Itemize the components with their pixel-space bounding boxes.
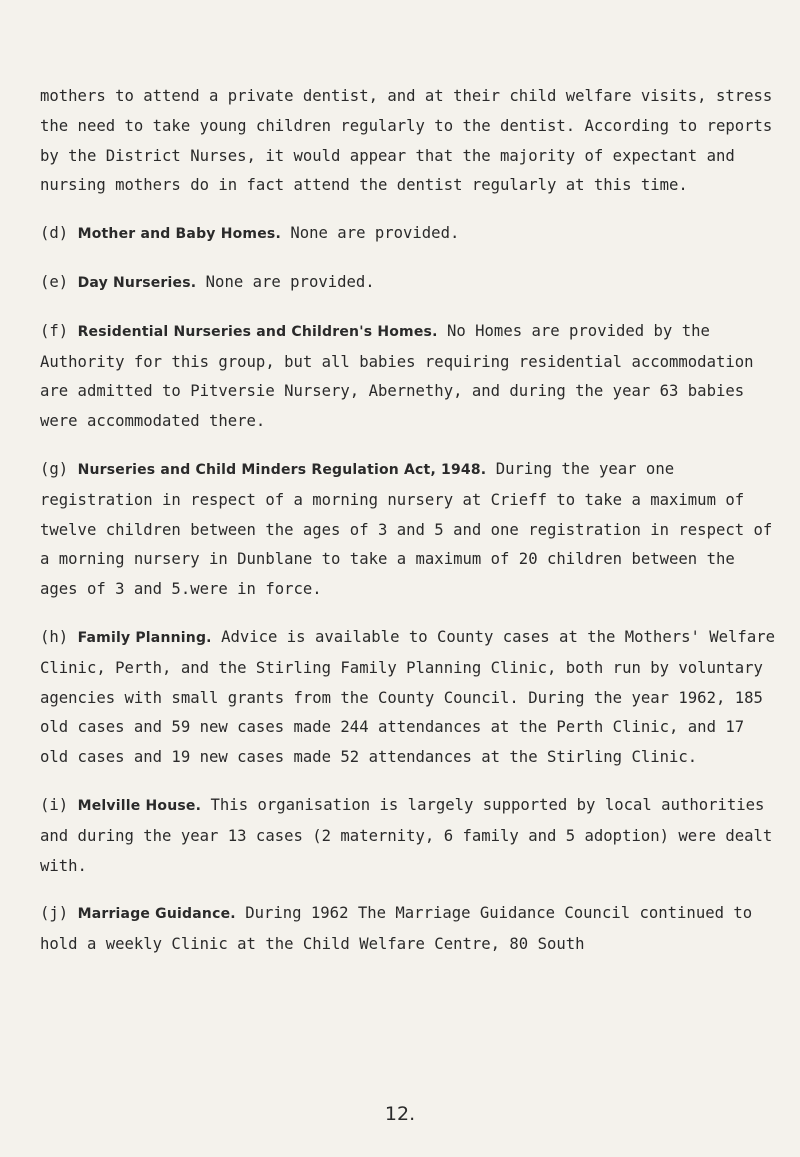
section-j: [40, 899, 775, 960]
section-heading: Nurseries and Child Minders Regulation Act, 1948.: [77, 461, 487, 478]
section-text: Advice is available to County cases at the Mothers' Welfare Clinic, Perth, and the Stirling Family Planning Clinic, both run by voluntary agencies with small grants from the County Council. During the year 1962, 185 old cases and 59 new cases made 244 attendances at the Perth Clinic, and 17 old cases and 19 new cases made 52 attendances at the Stirling Clinic.: [40, 627, 775, 767]
section-heading: Melville House.: [77, 797, 202, 814]
section-d: [40, 219, 775, 250]
section-heading: Marriage Guidance.: [77, 906, 236, 923]
section-label: (h): [40, 627, 69, 646]
section-text: None are provided.: [290, 224, 460, 243]
section-i: [40, 791, 775, 881]
section-label: (d): [40, 224, 69, 243]
section-label: (i): [40, 795, 69, 814]
section-label: (f): [40, 321, 69, 340]
section-g: [40, 455, 775, 605]
section-text: During the year one registration in respect of a morning nursery at Crieff to take a maximum of twelve children between the ages of 3 and 5 and one registration in respect of a morning nursery in Dunblane to take a maximum of 20 children between the ages of 3 and 5.were in force.: [40, 459, 773, 599]
section-heading: Mother and Baby Homes.: [77, 226, 281, 243]
section-text: During 1962 The Marriage Guidance Council continued to hold a weekly Clinic at the Child Welfare Centre, 80 South: [40, 904, 753, 954]
section-label: (j): [40, 904, 69, 923]
section-text: This organisation is largely supported by local authorities and during the year 13 cases (2 maternity, 6 family and 5 adoption) were dealt with.: [40, 795, 773, 875]
section-text: None are provided.: [205, 272, 375, 291]
section-label: (e): [40, 272, 69, 291]
section-text: No Homes are provided by the Authority for this group, but all babies requiring residential accommodation are admitted to Pitversie Nursery, Abernethy, and during the year 63 babies were accommodated there.: [40, 321, 754, 431]
section-heading: Residential Nurseries and Children's Homes.: [77, 323, 438, 340]
intro-paragraph: mothers to attend a private dentist, and at their child welfare visits, stress the need to take young children regularly to the dentist. According to reports by the District Nurses, it would appear that the majority of expectant and nursing mothers do in fact attend the dentist regularly at this time.: [40, 87, 773, 195]
section-h: [40, 623, 775, 773]
page-number: 12.: [384, 1103, 416, 1125]
section-heading: Family Planning.: [77, 629, 212, 646]
document-page: [40, 82, 775, 960]
section-label: (g): [40, 459, 69, 478]
section-e: [40, 268, 775, 299]
section-heading: Day Nurseries.: [77, 274, 197, 291]
section-f: [40, 317, 775, 437]
